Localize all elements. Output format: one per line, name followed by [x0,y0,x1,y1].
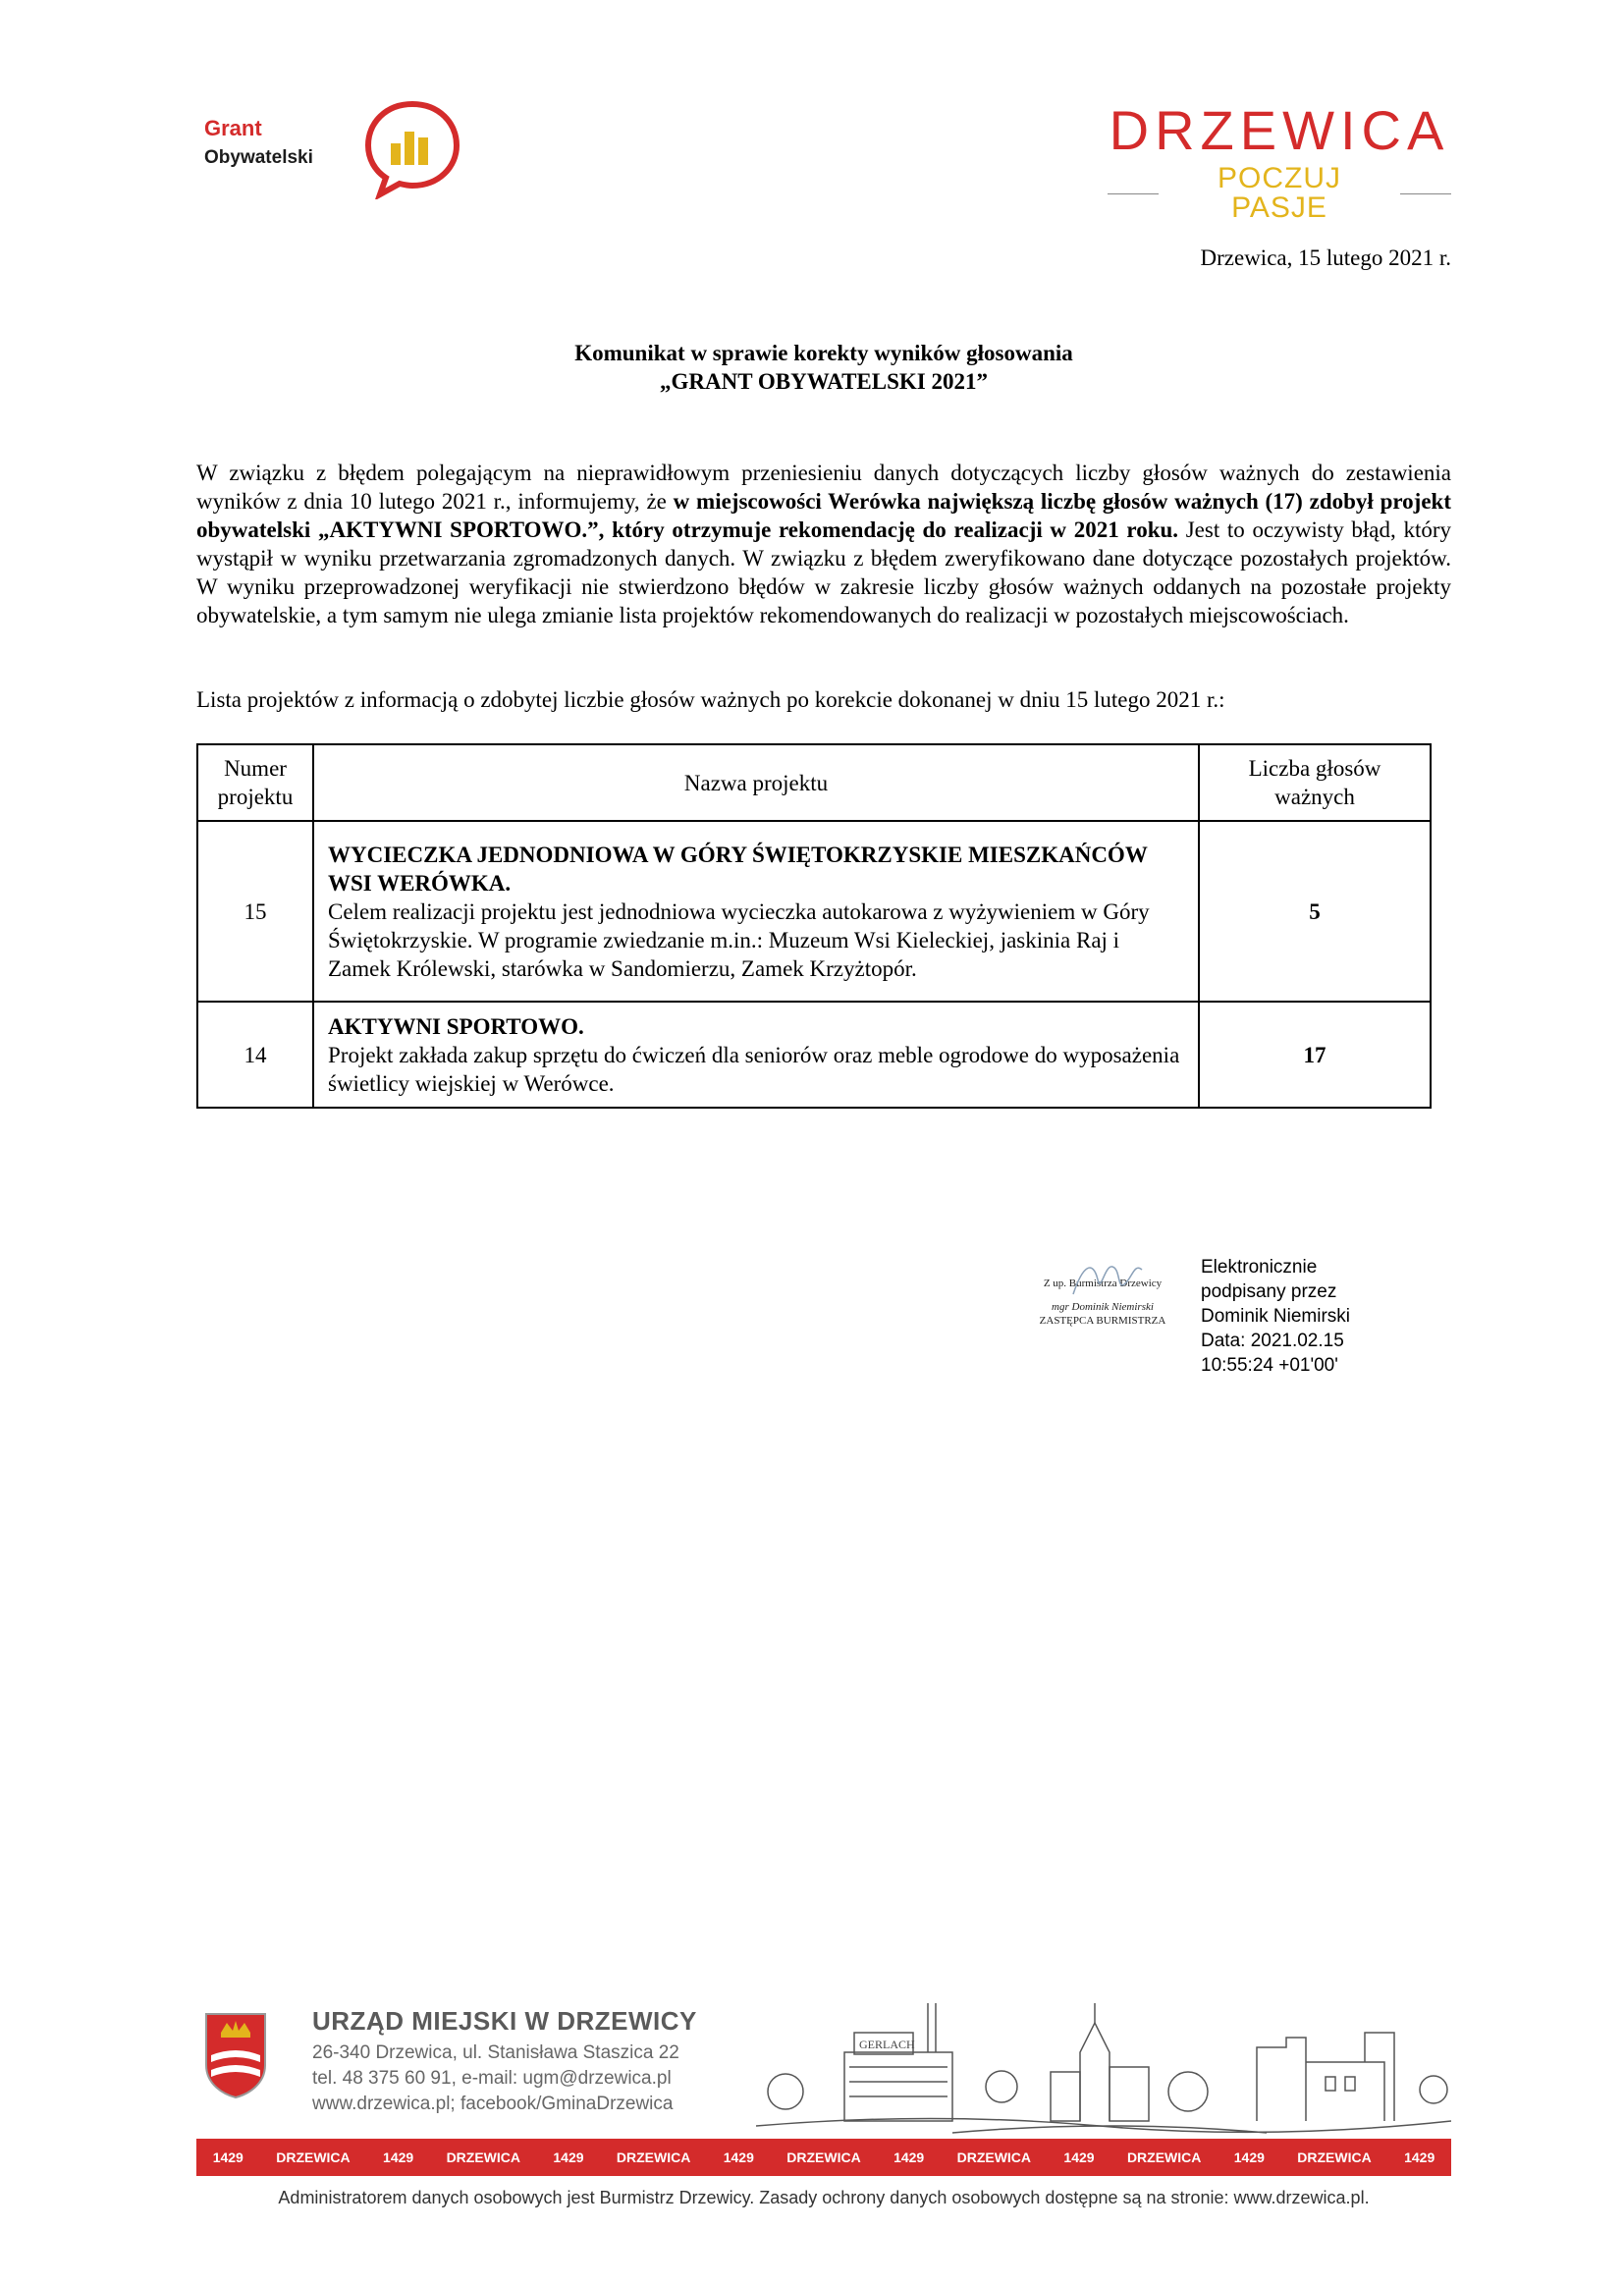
signature-info-line5: 10:55:24 +01'00' [1201,1355,1338,1376]
document-title [196,339,1451,396]
stamp-line1: Z up. Burmistrza Drzewicy [1043,1278,1163,1289]
projects-table [196,743,1432,1109]
signature-info-line2: podpisany przez [1201,1281,1337,1302]
band-item: DRZEWICA [786,2149,861,2165]
band-item: 1429 [893,2149,925,2165]
document-date: Drzewica, 15 lutego 2021 r. [1200,245,1451,270]
body-paragraph [196,459,1451,629]
logo-rule-left [1108,193,1159,194]
project-description: Projekt zakłada zakup sprzętu do ćwiczeń dla seniorów oraz meble ogrodowe do wyposażenia świetlicy wiejskiej w Werówce. [328,1042,1180,1096]
electronic-signature-info [1201,1255,1350,1378]
speech-bubble-chart-icon [358,96,466,199]
grant-logo-word2: Obywatelski [204,147,313,168]
signature-info-line1: Elektronicznie [1201,1257,1318,1278]
band-item: 1429 [553,2149,584,2165]
table-header-row [197,744,1431,821]
signature-stamp [1014,1277,1191,1328]
table-row [197,821,1431,1002]
data-protection-note: Administratorem danych osobowych jest Burmistrz Drzewicy. Zasady ochrony danych osobowych dostępne są na stronie: www.drzewica.pl. [278,2188,1370,2207]
town-illustration-icon [756,1993,1451,2136]
grant-obywatelski-logo [201,96,466,199]
city-logo-name: DRZEWICA [1109,99,1450,161]
office-contact: tel. 48 375 60 91, e-mail: ugm@drzewica.pl [312,2068,672,2089]
signature-info-line3: Dominik Niemirski [1201,1306,1351,1327]
list-intro: Lista projektów z informacją o zdobytej liczbie głosów ważnych po korekcie dokonanej w dniu 15 lutego 2021 r.: [196,687,1225,712]
city-logo-tagline: POCZUJ PASJE [1218,162,1341,224]
band-item: 1429 [1404,2149,1435,2165]
project-description: Celem realizacji projektu jest jednodniowa wycieczka autokarowa z wyżywieniem w Góry Świętokrzyskie. W programie zwiedzanie m.in.: Muzeum Wsi Kieleckiej, jaskinia Raj i Zamek Królewski, starówka w Sandomierzu, Zamek Krzyżtopór. [328,898,1150,981]
band-item: DRZEWICA [1126,2149,1202,2165]
band-item: 1429 [1063,2149,1095,2165]
band-item: 1429 [723,2149,754,2165]
drzewica-city-logo [1108,99,1451,224]
factory-sign: GERLACH [859,2038,915,2051]
project-name: AKTYWNI SPORTOWO. [328,1013,584,1039]
header-number: Numer projektu [197,744,313,821]
project-name: WYCIECZKA JEDNODNIOWA W GÓRY ŚWIĘTOKRZYSKIE MIESZKAŃCÓW WSI WERÓWKA. [328,842,1148,896]
office-title: URZĄD MIEJSKI W DRZEWICY [312,2006,697,2036]
stamp-line2: mgr Dominik Niemirski [1052,1301,1154,1313]
band-item: 1429 [1233,2149,1265,2165]
band-item: 1429 [212,2149,244,2165]
project-cell [313,821,1199,1002]
title-line1: Komunikat w sprawie korekty wyników głosowania [574,341,1073,365]
footer-band [196,2139,1451,2176]
band-item: 1429 [383,2149,414,2165]
grant-logo-word1: Grant [204,116,262,140]
header-name: Nazwa projektu [313,744,1199,821]
office-web: www.drzewica.pl; facebook/GminaDrzewica [312,2094,674,2114]
band-item: DRZEWICA [616,2149,691,2165]
office-contact-block [312,2006,697,2117]
band-item: DRZEWICA [446,2149,520,2165]
header-votes: Liczba głosów ważnych [1199,744,1431,821]
project-votes: 17 [1199,1002,1431,1108]
table-row [197,1002,1431,1108]
stamp-line3: ZASTĘPCA BURMISTRZA [1039,1315,1166,1327]
project-votes: 5 [1199,821,1431,1002]
handwritten-signature-icon [1063,1255,1152,1304]
office-address: 26-340 Drzewica, ul. Stanisława Staszica 22 [312,2042,679,2063]
project-number: 14 [197,1002,313,1108]
logo-rule-right [1400,193,1451,194]
body-text-part1: W związku z błędem polegającym na nieprawidłowym przeniesieniu danych dotyczących liczby głosów ważnych do zestawienia wyników z dnia 10 lutego 2021 r., informujemy, że [196,461,1451,514]
band-item: DRZEWICA [956,2149,1032,2165]
project-cell [313,1002,1199,1108]
signature-info-line4: Data: 2021.02.15 [1201,1331,1344,1351]
project-number: 15 [197,821,313,1002]
title-line2: „GRANT OBYWATELSKI 2021” [660,369,988,394]
band-item: DRZEWICA [276,2149,351,2165]
body-bold-announcement: w miejscowości Werówka największą liczbę głosów ważnych (17) zdobył projekt obywatelski „AKTYWNI SPORTOWO.”, który otrzymuje rekomendację do realizacji w 2021 roku. [196,489,1451,542]
band-item: DRZEWICA [1297,2149,1372,2165]
coat-of-arms-icon [203,2011,268,2099]
body-text-part2: Jest to oczywisty błąd, który wystąpił w wyniku przetwarzania zgromadzonych danych. W związku z błędem zweryfikowano dane dotyczące pozostałych projektów. W wyniku przeprowadzonej weryfikacji nie stwierdzono błędów w zakresie liczby głosów ważnych oddanych na pozostałe projekty obywatelskie, a tym samym nie ulega zmianie lista projektów rekomendowanych do realizacji w pozostałych miejscowościach. [196,517,1451,627]
